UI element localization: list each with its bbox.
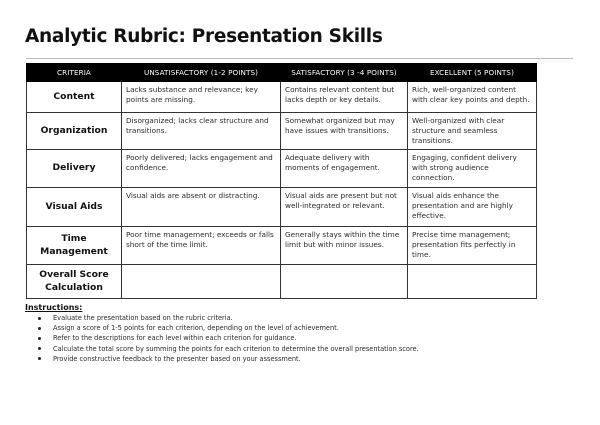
header-excellent: EXCELLENT (5 POINTS) (408, 64, 537, 82)
instruction-text: Provide constructive feedback to the presenter based on your assessment. (53, 354, 301, 363)
bullet-icon (38, 337, 41, 340)
satisfactory-cell: Somewhat organized but may have issues with transitions. (281, 113, 408, 150)
list-item (38, 323, 419, 333)
header-unsatisfactory: UNSATISFACTORY (1-2 POINTS) (122, 64, 281, 82)
table-row-visual-aids (27, 188, 537, 227)
unsatisfactory-cell: Visual aids are absent or distracting. (122, 188, 281, 227)
criteria-cell: Organization (27, 113, 122, 150)
unsatisfactory-cell: Disorganized; lacks clear structure and transitions. (122, 113, 281, 150)
instructions-list (25, 313, 419, 364)
header-criteria: CRITERIA (27, 64, 122, 82)
title-divider (26, 58, 573, 59)
satisfactory-cell: Visual aids are present but not well-integrated or relevant. (281, 188, 408, 227)
rubric-table (26, 63, 537, 299)
satisfactory-cell: Generally stays within the time limit but with minor issues. (281, 227, 408, 265)
excellent-cell: Engaging, confident delivery with strong audience connection. (408, 150, 537, 188)
satisfactory-score-cell[interactable] (281, 265, 408, 299)
criteria-cell: Delivery (27, 150, 122, 188)
instructions-heading: Instructions: (25, 303, 83, 312)
instruction-text: Refer to the descriptions for each level within each criterion for guidance. (53, 334, 297, 343)
list-item (38, 344, 419, 354)
list-item (38, 333, 419, 343)
bullet-icon (38, 317, 41, 320)
unsatisfactory-score-cell[interactable] (122, 265, 281, 299)
bullet-icon (38, 347, 41, 350)
table-row-delivery (27, 150, 537, 188)
table-row-content (27, 82, 537, 113)
instruction-text: Evaluate the presentation based on the rubric criteria. (53, 314, 233, 322)
instructions-section (25, 303, 419, 364)
instruction-text: Assign a score of 1-5 points for each criterion, depending on the level of achievement. (53, 324, 339, 333)
unsatisfactory-cell: Poor time management; exceeds or falls short of the time limit. (122, 227, 281, 265)
table-row-organization (27, 113, 537, 150)
unsatisfactory-cell: Lacks substance and relevance; key points are missing. (122, 82, 281, 113)
criteria-cell: Time Management (27, 227, 122, 265)
criteria-cell: Visual Aids (27, 188, 122, 227)
satisfactory-cell: Adequate delivery with moments of engagement. (281, 150, 408, 188)
satisfactory-cell: Contains relevant content but lacks depth or key details. (281, 82, 408, 113)
bullet-icon (38, 357, 41, 360)
list-item (38, 313, 419, 323)
criteria-cell: Content (27, 82, 122, 113)
list-item (38, 354, 419, 364)
bullet-icon (38, 327, 41, 330)
excellent-score-cell[interactable] (408, 265, 537, 299)
header-satisfactory: SATISFACTORY (3 -4 POINTS) (281, 64, 408, 82)
unsatisfactory-cell: Poorly delivered; lacks engagement and confidence. (122, 150, 281, 188)
table-row-time-management (27, 227, 537, 265)
excellent-cell: Well-organized with clear structure and seamless transitions. (408, 113, 537, 150)
excellent-cell: Visual aids enhance the presentation and are highly effective. (408, 188, 537, 227)
table-row-overall-score (27, 265, 537, 299)
table-header-row (27, 64, 537, 82)
criteria-cell: Overall Score Calculation (27, 265, 122, 299)
instruction-text: Calculate the total score by summing the points for each criterion to determine the overall presentation score. (53, 344, 419, 353)
excellent-cell: Rich, well-organized content with clear key points and depth. (408, 82, 537, 113)
document-title: Analytic Rubric: Presentation Skills (25, 26, 383, 47)
excellent-cell: Precise time management; presentation fits perfectly in time. (408, 227, 537, 265)
